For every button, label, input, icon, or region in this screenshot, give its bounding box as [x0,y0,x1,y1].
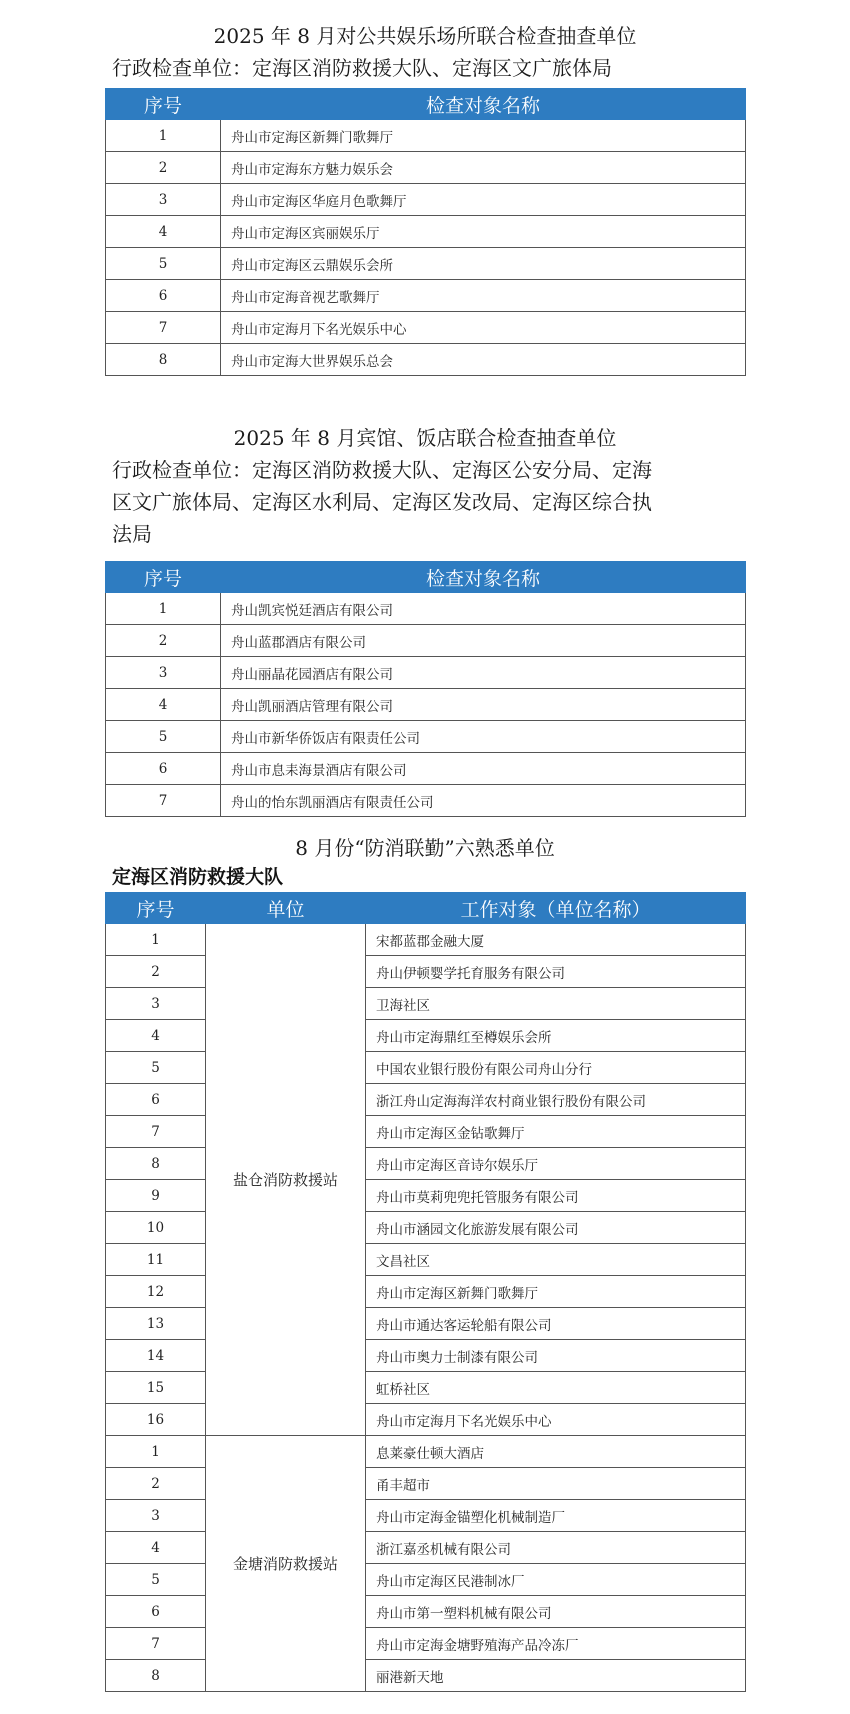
row-work-target: 舟山市定海金锚塑化机械制造厂 [366,1500,746,1532]
section2-subtitle-line: 行政检查单位：定海区消防救援大队、定海区公安分局、定海 [112,458,652,482]
table-row [106,721,746,753]
row-index: 1 [106,593,221,625]
row-name: 舟山市新华侨饭店有限责任公司 [221,721,746,753]
table-row [106,248,746,280]
row-index: 9 [106,1180,206,1212]
table-row [106,216,746,248]
table-row [106,1340,746,1372]
row-index: 2 [106,956,206,988]
row-index: 6 [106,1084,206,1116]
row-work-target: 丽港新天地 [366,1660,746,1692]
row-index: 8 [106,1148,206,1180]
row-index: 6 [106,1596,206,1628]
table-fire-units [105,892,746,1692]
row-index: 5 [106,721,221,753]
table-row [106,1372,746,1404]
row-index: 4 [106,216,221,248]
table-row [106,956,746,988]
station-name: 盐仓消防救援站 [206,924,366,1436]
section2-subtitle-line: 区文广旅体局、定海区水利局、定海区发改局、定海区综合执 [112,490,652,514]
row-work-target: 舟山市奥力士制漆有限公司 [366,1340,746,1372]
row-name: 舟山市息耒海景酒店有限公司 [221,753,746,785]
table-row [106,1020,746,1052]
row-name: 舟山市定海区华庭月色歌舞厅 [221,184,746,216]
row-index: 1 [106,924,206,956]
row-index: 4 [106,1532,206,1564]
header-name: 检查对象名称 [221,562,746,593]
row-index: 1 [106,1436,206,1468]
row-work-target: 舟山市定海鼎红至樽娱乐会所 [366,1020,746,1052]
table-row [106,1564,746,1596]
table-row [106,1404,746,1436]
table-row [106,1212,746,1244]
table-row [106,1276,746,1308]
row-work-target: 舟山市定海区民港制冰厂 [366,1564,746,1596]
table-row [106,1180,746,1212]
row-work-target: 舟山市第一塑料机械有限公司 [366,1596,746,1628]
row-work-target: 舟山市定海区音诗尔娱乐厅 [366,1148,746,1180]
row-index: 11 [106,1244,206,1276]
row-work-target: 浙江舟山定海海洋农村商业银行股份有限公司 [366,1084,746,1116]
table-row [106,1660,746,1692]
section2-subtitle [112,454,752,550]
table-row [106,1628,746,1660]
row-work-target: 舟山市定海金塘野殖海产品冷冻厂 [366,1628,746,1660]
row-name: 舟山丽晶花园酒店有限公司 [221,657,746,689]
table-row [106,625,746,657]
table-row [106,1468,746,1500]
section2-subtitle-line: 法局 [112,522,152,546]
row-index: 4 [106,689,221,721]
row-index: 7 [106,785,221,817]
row-index: 1 [106,120,221,152]
row-name: 舟山市定海东方魅力娱乐会 [221,152,746,184]
row-work-target: 舟山市定海月下名光娱乐中心 [366,1404,746,1436]
row-index: 7 [106,1116,206,1148]
table-row [106,280,746,312]
section3-title: 8 月份“防消联勤”六熟悉单位 [295,836,555,860]
row-index: 5 [106,248,221,280]
row-index: 5 [106,1052,206,1084]
row-name: 舟山凯丽酒店管理有限公司 [221,689,746,721]
header-work-target: 工作对象（单位名称） [366,893,746,924]
row-index: 6 [106,753,221,785]
table-row [106,689,746,721]
row-name: 舟山蓝郡酒店有限公司 [221,625,746,657]
row-index: 7 [106,1628,206,1660]
row-index: 5 [106,1564,206,1596]
section2-title: 2025 年 8 月宾馆、饭店联合检查抽查单位 [233,426,617,450]
row-work-target: 卫海社区 [366,988,746,1020]
table-row [106,312,746,344]
row-index: 12 [106,1276,206,1308]
table-row [106,1244,746,1276]
table-row [106,1436,746,1468]
table-row [106,1308,746,1340]
row-name: 舟山市定海大世界娱乐总会 [221,344,746,376]
row-index: 3 [106,1500,206,1532]
header-index: 序号 [106,89,221,120]
row-name: 舟山市定海月下名光娱乐中心 [221,312,746,344]
row-work-target: 舟山市定海区新舞门歌舞厅 [366,1276,746,1308]
table-row [106,1500,746,1532]
row-work-target: 文昌社区 [366,1244,746,1276]
row-name: 舟山的怡东凯丽酒店有限责任公司 [221,785,746,817]
row-work-target: 舟山市通达客运轮船有限公司 [366,1308,746,1340]
table-row [106,1148,746,1180]
row-work-target: 中国农业银行股份有限公司舟山分行 [366,1052,746,1084]
table-entertainment [105,88,746,376]
row-name: 舟山市定海区宾丽娱乐厅 [221,216,746,248]
row-index: 10 [106,1212,206,1244]
row-index: 3 [106,988,206,1020]
row-index: 4 [106,1020,206,1052]
row-work-target: 舟山市涵园文化旅游发展有限公司 [366,1212,746,1244]
row-index: 2 [106,152,221,184]
row-index: 15 [106,1372,206,1404]
table-row [106,785,746,817]
table-row [106,152,746,184]
row-work-target: 甬丰超市 [366,1468,746,1500]
table-row [106,1052,746,1084]
row-name: 舟山凯宾悦廷酒店有限公司 [221,593,746,625]
header-unit: 单位 [206,893,366,924]
row-index: 14 [106,1340,206,1372]
table-row [106,593,746,625]
row-work-target: 舟山市莫莉兜兜托管服务有限公司 [366,1180,746,1212]
row-name: 舟山市定海区新舞门歌舞厅 [221,120,746,152]
row-work-target: 浙江嘉丞机械有限公司 [366,1532,746,1564]
section1-subtitle: 行政检查单位：定海区消防救援大队、定海区文广旅体局 [112,56,612,80]
row-index: 8 [106,1660,206,1692]
section1-title: 2025 年 8 月对公共娱乐场所联合检查抽查单位 [213,24,637,48]
table-row [106,344,746,376]
row-index: 6 [106,280,221,312]
row-index: 7 [106,312,221,344]
row-index: 2 [106,625,221,657]
header-index: 序号 [106,893,206,924]
row-index: 3 [106,184,221,216]
row-work-target: 舟山伊顿婴学托育服务有限公司 [366,956,746,988]
table-row [106,1116,746,1148]
row-name: 舟山市定海音视艺歌舞厅 [221,280,746,312]
section3-subtitle: 定海区消防救援大队 [112,866,284,888]
table-row [106,120,746,152]
header-index: 序号 [106,562,221,593]
table-row [106,753,746,785]
table-hotels [105,561,746,817]
station-name: 金塘消防救援站 [206,1436,366,1692]
table-row [106,657,746,689]
row-index: 3 [106,657,221,689]
table-row [106,1596,746,1628]
table-row [106,1532,746,1564]
row-work-target: 虹桥社区 [366,1372,746,1404]
row-index: 2 [106,1468,206,1500]
row-work-target: 宋都蓝郡金融大厦 [366,924,746,956]
row-index: 13 [106,1308,206,1340]
row-name: 舟山市定海区云鼎娱乐会所 [221,248,746,280]
row-work-target: 息莱豪仕顿大酒店 [366,1436,746,1468]
header-name: 检查对象名称 [221,89,746,120]
row-index: 16 [106,1404,206,1436]
table-row [106,184,746,216]
row-index: 8 [106,344,221,376]
table-row [106,988,746,1020]
table-row [106,1084,746,1116]
table-row [106,924,746,956]
row-work-target: 舟山市定海区金钻歌舞厅 [366,1116,746,1148]
